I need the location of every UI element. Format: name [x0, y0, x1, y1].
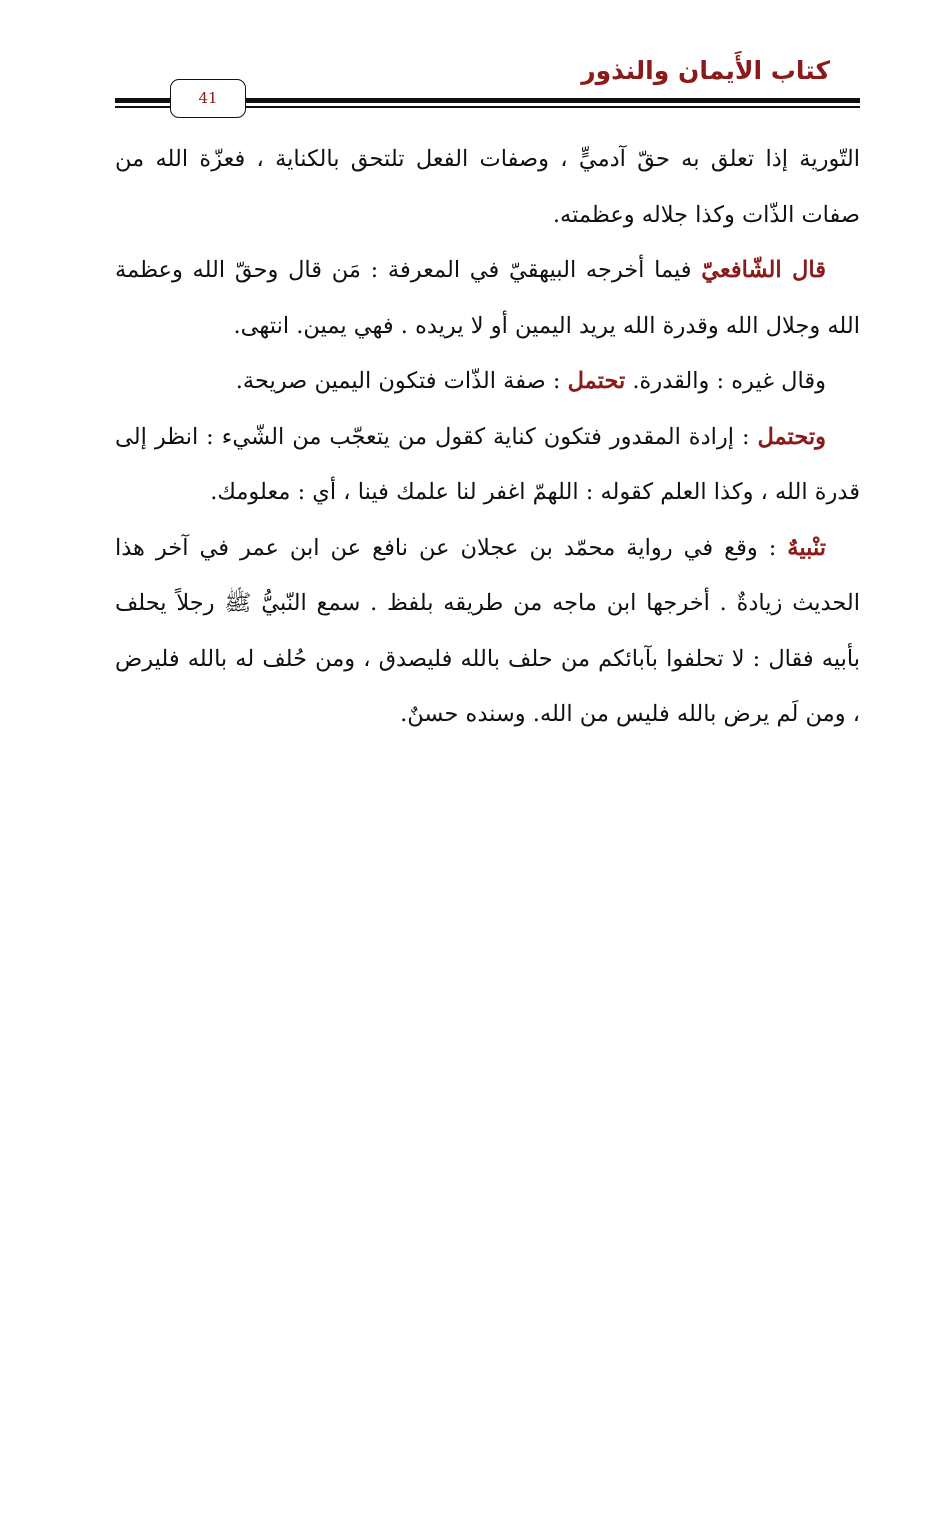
- paragraph-3-text-a: وقال غيره : والقدرة.: [625, 368, 826, 394]
- paragraph-4: [115, 410, 860, 521]
- paragraph-3: [115, 354, 860, 410]
- book-title: كتاب الأَيمان والنذور: [581, 56, 830, 85]
- page-body: [115, 132, 860, 743]
- watahtamil-label: وتحتمل: [757, 423, 826, 450]
- paragraph-4-text: : إرادة المقدور فتكون كناية كقول من يتعجّب من الشّيء : انظر إلى قدرة الله ، وكذا العلم كقوله : اللهمّ اغفر لنا علمك فينا ، أي : معلومك.: [115, 423, 860, 505]
- paragraph-5: [115, 521, 860, 743]
- paragraph-2: [115, 243, 860, 354]
- tanbih-label: تنْبيهٌ: [787, 534, 826, 561]
- paragraph-5-text: : وقع في رواية محمّد بن عجلان عن نافع عن ابن عمر في آخر هذا الحديث زيادةٌ . أخرجها ابن ماجه من طريقه بلفظ . سمع النّبيُّ ﷺ رجلاً يحلف بأبيه فقال : لا تحلفوا بآبائكم من حلف بالله فليصدق ، ومن حُلف له بالله فليرض ، ومن لَم يرض بالله فليس من الله. وسنده حسنٌ.: [115, 534, 860, 727]
- page-number: 41: [170, 79, 246, 118]
- paragraph-2-text: فيما أخرجه البيهقيّ في المعرفة : مَن قال وحقّ الله وعظمة الله وجلال الله وقدرة الله يريد اليمين أو لا يريده . فهي يمين. انتهى.: [115, 257, 860, 339]
- shafii-label: قال الشّافعيّ: [701, 257, 826, 283]
- paragraph-3-text-b: : صفة الذّات فتكون اليمين صريحة.: [235, 368, 568, 394]
- paragraph-1-text: التّورية إذا تعلق به حقّ آدميٍّ ، وصفات الفعل تلتحق بالكناية ، فعزّة الله من صفات الذّات وكذا جلاله وعظمته.: [115, 146, 860, 228]
- page-header: [115, 52, 860, 122]
- tahtamil-label: تحتمل: [567, 368, 626, 394]
- paragraph-1: [115, 132, 860, 243]
